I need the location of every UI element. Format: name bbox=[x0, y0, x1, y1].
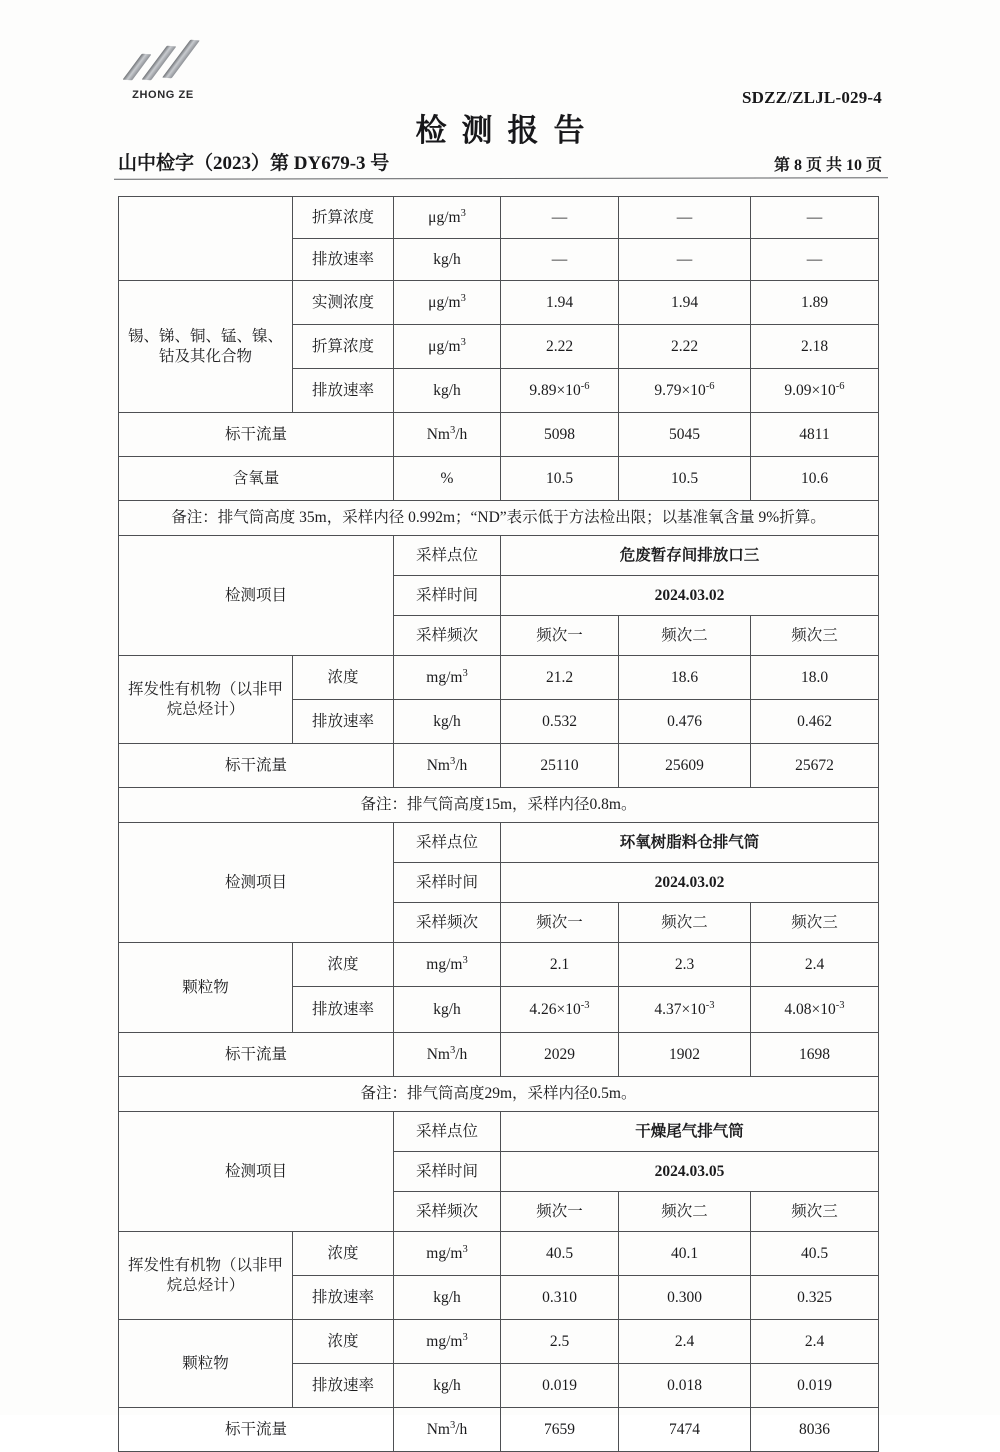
value-freq1: 5098 bbox=[501, 413, 619, 457]
value-freq2: $9.79\times 10^{-6}$ bbox=[619, 369, 751, 413]
table-row bbox=[119, 943, 879, 987]
unit-label: $\mu g/m^3$ bbox=[394, 197, 501, 239]
value-freq3: — bbox=[751, 197, 879, 239]
section-remark: 备注：排气筒高度 35m，采样内径 0.992m；“ND”表示低于方法检出限；以基准氧含量 9%折算。 bbox=[119, 501, 879, 536]
parameter-label: 实测浓度 bbox=[293, 281, 394, 325]
table-row bbox=[119, 1112, 879, 1152]
table-row bbox=[119, 457, 879, 501]
value-freq1: 0.019 bbox=[501, 1364, 619, 1408]
table-row bbox=[119, 501, 879, 536]
header-divider bbox=[114, 177, 888, 180]
parameter-label: 排放速率 bbox=[293, 700, 394, 744]
parameter-label: 浓度 bbox=[293, 1232, 394, 1276]
value-freq2: 25609 bbox=[619, 744, 751, 788]
pollutant-name: 颗粒物 bbox=[119, 943, 293, 1033]
value-freq2: 10.5 bbox=[619, 457, 751, 501]
value-freq2: 0.476 bbox=[619, 700, 751, 744]
table-row bbox=[119, 1408, 879, 1452]
unit-label: Nm$^3$/h bbox=[394, 1408, 501, 1452]
value-freq2: 1.94 bbox=[619, 281, 751, 325]
value-freq3: $9.09\times 10^{-6}$ bbox=[751, 369, 879, 413]
unit-label: $\mu g/m^3$ bbox=[394, 325, 501, 369]
value-freq3: 2.4 bbox=[751, 943, 879, 987]
value-freq1: 21.2 bbox=[501, 656, 619, 700]
project-header: 检测项目 bbox=[119, 536, 394, 656]
section-remark: 备注：排气筒高度29m，采样内径0.5m。 bbox=[119, 1077, 879, 1112]
sampling-point-label: 采样点位 bbox=[394, 823, 501, 863]
value-freq2: 40.1 bbox=[619, 1232, 751, 1276]
value-freq2: 18.6 bbox=[619, 656, 751, 700]
parameter-label: 排放速率 bbox=[293, 1276, 394, 1320]
unit-label: $mg/m^3$ bbox=[394, 943, 501, 987]
freq-header-1: 频次一 bbox=[501, 616, 619, 656]
sampling-time-value: 2024.03.02 bbox=[501, 576, 879, 616]
value-freq3: 40.5 bbox=[751, 1232, 879, 1276]
unit-label: $mg/m^3$ bbox=[394, 1320, 501, 1364]
sampling-point-label: 采样点位 bbox=[394, 536, 501, 576]
table-row bbox=[119, 744, 879, 788]
value-freq1: 2029 bbox=[501, 1033, 619, 1077]
value-freq3: 25672 bbox=[751, 744, 879, 788]
freq-header-3: 频次三 bbox=[751, 616, 879, 656]
report-number: 山中检字（2023）第 DY679-3 号 bbox=[118, 153, 390, 174]
sampling-point-value: 危废暂存间排放口三 bbox=[501, 536, 879, 576]
sampling-time-label: 采样时间 bbox=[394, 863, 501, 903]
sampling-time-label: 采样时间 bbox=[394, 1152, 501, 1192]
value-freq1: $9.89\times 10^{-6}$ bbox=[501, 369, 619, 413]
oxygen-label: 含氧量 bbox=[119, 457, 394, 501]
unit-label: $mg/m^3$ bbox=[394, 656, 501, 700]
table-row bbox=[119, 536, 879, 576]
value-freq3: 0.019 bbox=[751, 1364, 879, 1408]
parameter-label: 折算浓度 bbox=[293, 325, 394, 369]
freq-header-3: 频次三 bbox=[751, 903, 879, 943]
value-freq3: 2.18 bbox=[751, 325, 879, 369]
parameter-label: 折算浓度 bbox=[293, 197, 394, 239]
value-freq2: 2.22 bbox=[619, 325, 751, 369]
value-freq1: 25110 bbox=[501, 744, 619, 788]
parameter-label: 浓度 bbox=[293, 656, 394, 700]
unit-label: kg/h bbox=[394, 369, 501, 413]
parameter-label: 排放速率 bbox=[293, 987, 394, 1033]
table-row bbox=[119, 1320, 879, 1364]
table-row bbox=[119, 1033, 879, 1077]
value-freq3: 10.6 bbox=[751, 457, 879, 501]
freq-header-2: 频次二 bbox=[619, 903, 751, 943]
value-freq3: 4811 bbox=[751, 413, 879, 457]
results-table bbox=[118, 196, 879, 1452]
value-freq2: 1902 bbox=[619, 1033, 751, 1077]
pollutant-name: 挥发性有机物（以非甲烷总烃计） bbox=[119, 656, 293, 744]
freq-header-1: 频次一 bbox=[501, 1192, 619, 1232]
value-freq2: 2.4 bbox=[619, 1320, 751, 1364]
parameter-label: 浓度 bbox=[293, 943, 394, 987]
flow-label: 标干流量 bbox=[119, 1033, 394, 1077]
unit-label: Nm$^3$/h bbox=[394, 1033, 501, 1077]
company-logo bbox=[118, 40, 214, 112]
table-row bbox=[119, 656, 879, 700]
flow-label: 标干流量 bbox=[119, 1408, 394, 1452]
value-freq2: 0.018 bbox=[619, 1364, 751, 1408]
parameter-label: 排放速率 bbox=[293, 369, 394, 413]
unit-label: kg/h bbox=[394, 1364, 501, 1408]
parameter-label: 排放速率 bbox=[293, 239, 394, 281]
logo-bars-icon bbox=[124, 40, 202, 86]
results-table-container bbox=[118, 196, 878, 1452]
value-freq1: 2.1 bbox=[501, 943, 619, 987]
table-row bbox=[119, 788, 879, 823]
unit-label: Nm$^3$/h bbox=[394, 413, 501, 457]
sampling-point-value: 环氧树脂料仓排气筒 bbox=[501, 823, 879, 863]
value-freq2: $4.37\times 10^{-3}$ bbox=[619, 987, 751, 1033]
sampling-point-label: 采样点位 bbox=[394, 1112, 501, 1152]
freq-header-2: 频次二 bbox=[619, 1192, 751, 1232]
flow-label: 标干流量 bbox=[119, 744, 394, 788]
value-freq1: 0.532 bbox=[501, 700, 619, 744]
pollutant-name: 挥发性有机物（以非甲烷总烃计） bbox=[119, 1232, 293, 1320]
pollutant-name: 颗粒物 bbox=[119, 1320, 293, 1408]
sampling-frequency-label: 采样频次 bbox=[394, 903, 501, 943]
value-freq3: 18.0 bbox=[751, 656, 879, 700]
value-freq3: 1698 bbox=[751, 1033, 879, 1077]
value-freq2: 7474 bbox=[619, 1408, 751, 1452]
value-freq3: $4.08\times 10^{-3}$ bbox=[751, 987, 879, 1033]
value-freq1: 2.22 bbox=[501, 325, 619, 369]
table-row bbox=[119, 281, 879, 325]
value-freq3: — bbox=[751, 239, 879, 281]
sampling-time-value: 2024.03.02 bbox=[501, 863, 879, 903]
freq-header-2: 频次二 bbox=[619, 616, 751, 656]
sampling-time-label: 采样时间 bbox=[394, 576, 501, 616]
project-header: 检测项目 bbox=[119, 1112, 394, 1232]
unit-label: kg/h bbox=[394, 987, 501, 1033]
parameter-label: 浓度 bbox=[293, 1320, 394, 1364]
sampling-frequency-label: 采样频次 bbox=[394, 616, 501, 656]
value-freq1: $4.26\times 10^{-3}$ bbox=[501, 987, 619, 1033]
pollutant-name-continued bbox=[119, 197, 293, 281]
parameter-label: 排放速率 bbox=[293, 1364, 394, 1408]
value-freq2: 2.3 bbox=[619, 943, 751, 987]
document-code: SDZZ/ZLJL-029-4 bbox=[742, 88, 882, 107]
value-freq3: 2.4 bbox=[751, 1320, 879, 1364]
unit-label: $\mu g/m^3$ bbox=[394, 281, 501, 325]
value-freq2: — bbox=[619, 197, 751, 239]
value-freq2: — bbox=[619, 239, 751, 281]
freq-header-1: 频次一 bbox=[501, 903, 619, 943]
value-freq3: 8036 bbox=[751, 1408, 879, 1452]
unit-label: kg/h bbox=[394, 1276, 501, 1320]
table-row bbox=[119, 197, 879, 239]
value-freq1: 0.310 bbox=[501, 1276, 619, 1320]
section-remark: 备注：排气筒高度15m，采样内径0.8m。 bbox=[119, 788, 879, 823]
value-freq3: 1.89 bbox=[751, 281, 879, 325]
logo-text: ZHONG ZE bbox=[132, 89, 194, 101]
value-freq1: 1.94 bbox=[501, 281, 619, 325]
pollutant-name: 锡、锑、铜、锰、镍、钴及其化合物 bbox=[119, 281, 293, 413]
page-title: 检测报告 bbox=[415, 113, 600, 148]
value-freq1: 2.5 bbox=[501, 1320, 619, 1364]
unit-label: Nm$^3$/h bbox=[394, 744, 501, 788]
table-row bbox=[119, 823, 879, 863]
unit-label: kg/h bbox=[394, 239, 501, 281]
table-row bbox=[119, 413, 879, 457]
page-number: 第 8 页 共 10 页 bbox=[773, 157, 882, 174]
flow-label: 标干流量 bbox=[119, 413, 394, 457]
value-freq1: — bbox=[501, 197, 619, 239]
value-freq2: 5045 bbox=[619, 413, 751, 457]
unit-label: $mg/m^3$ bbox=[394, 1232, 501, 1276]
sampling-point-value: 干燥尾气排气筒 bbox=[501, 1112, 879, 1152]
value-freq1: 40.5 bbox=[501, 1232, 619, 1276]
value-freq1: 10.5 bbox=[501, 457, 619, 501]
sampling-frequency-label: 采样频次 bbox=[394, 1192, 501, 1232]
freq-header-3: 频次三 bbox=[751, 1192, 879, 1232]
value-freq1: — bbox=[501, 239, 619, 281]
table-row bbox=[119, 1077, 879, 1112]
value-freq2: 0.300 bbox=[619, 1276, 751, 1320]
unit-label: % bbox=[394, 457, 501, 501]
unit-label: kg/h bbox=[394, 700, 501, 744]
value-freq1: 7659 bbox=[501, 1408, 619, 1452]
sampling-time-value: 2024.03.05 bbox=[501, 1152, 879, 1192]
table-row bbox=[119, 1232, 879, 1276]
project-header: 检测项目 bbox=[119, 823, 394, 943]
value-freq3: 0.462 bbox=[751, 700, 879, 744]
value-freq3: 0.325 bbox=[751, 1276, 879, 1320]
